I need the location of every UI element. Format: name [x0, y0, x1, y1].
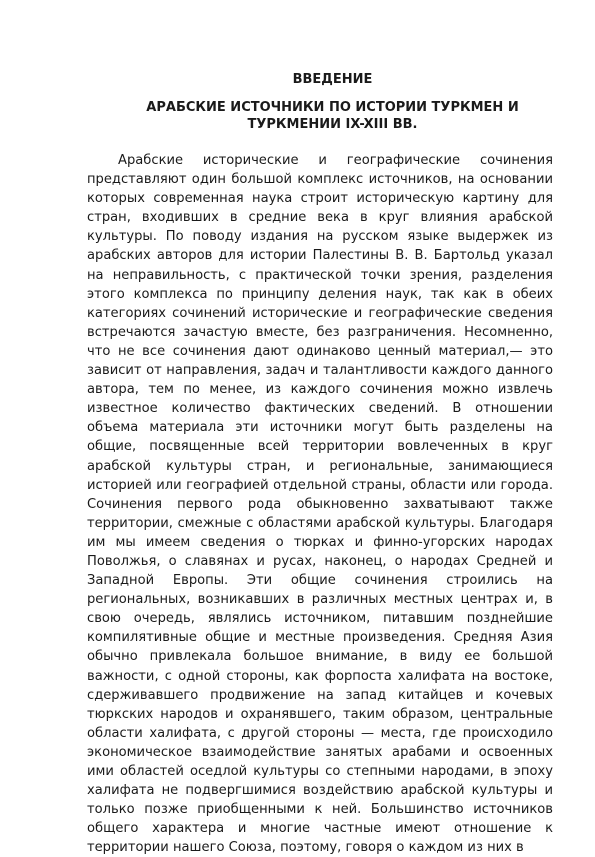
section-heading: ВВЕДЕНИЕ [292, 72, 373, 87]
body-paragraph: Арабские исторические и географические сочинения представляют один большой комплекс источников, на основании которых современная наука строит историческую картину для стран, входивших в средние века в круг влияния арабской культуры. По поводу издания на русском языке выдержек из арабских авторов для истории Палестины В. В. Бартольд указал на неправильность, с практической точки зрения, разделения этого комплекса по принципу деления наук, так как в обеих категориях сочинений исторические и географические сведения встречаются зачастую вместе, без разграничения. Несомненно, что не все сочинения дают одинаково ценный материал,— это зависит от направления, задач и талантливости каждого данного автора, тем по менее, из каждого сочинения можно извлечь известное количество фактических сведений. В отношении объема материала эти источники могут быть разделены на общие, посвященные всей территории вовлеченных в круг арабской культуры стран, и региональные, занимающиеся историей или географией отдельной страны, области или города. Сочинения первого рода обыкновенно захватывают также территории, смежные с областями арабской культуры. Благодаря им мы имеем сведения о тюрках и финно-угорских народах Поволжья, о славянах и русах, наконец, о народах Средней и Западной Европы. Эти общие сочинения строились на региональных, возникавших в различных местных центрах и, в свою очередь, являлись источником, питавшим позднейшие компилятивные общие и местные произведения. Средняя Азия обычно привлекала большое внимание, в виду ее большой важности, с одной стороны, как форпоста халифата на востоке, сдерживавшего продвижение на запад китайцев и кочевых тюркских народов и охранявшего, таким образом, центральные области халифата, с другой стороны — места, где происходило экономическое взаимодействие занятых арабами и освоенных ими областей оседлой культуры со степными народами, в эпоху халифата не подвергшимися воздействию арабской культуры и только позже приобщенными к ней. Большинство источников общего характера и многие частные имеют отношение к территории нашего Союза, поэтому, говоря о каждом из них в [87, 153, 553, 856]
title-line-2: ТУРКМЕНИИ IX-XIII ВВ. [247, 117, 418, 132]
title-line-1: АРАБСКИЕ ИСТОЧНИКИ ПО ИСТОРИИ ТУРКМЕН И [146, 100, 519, 115]
document-title [0, 99, 595, 133]
